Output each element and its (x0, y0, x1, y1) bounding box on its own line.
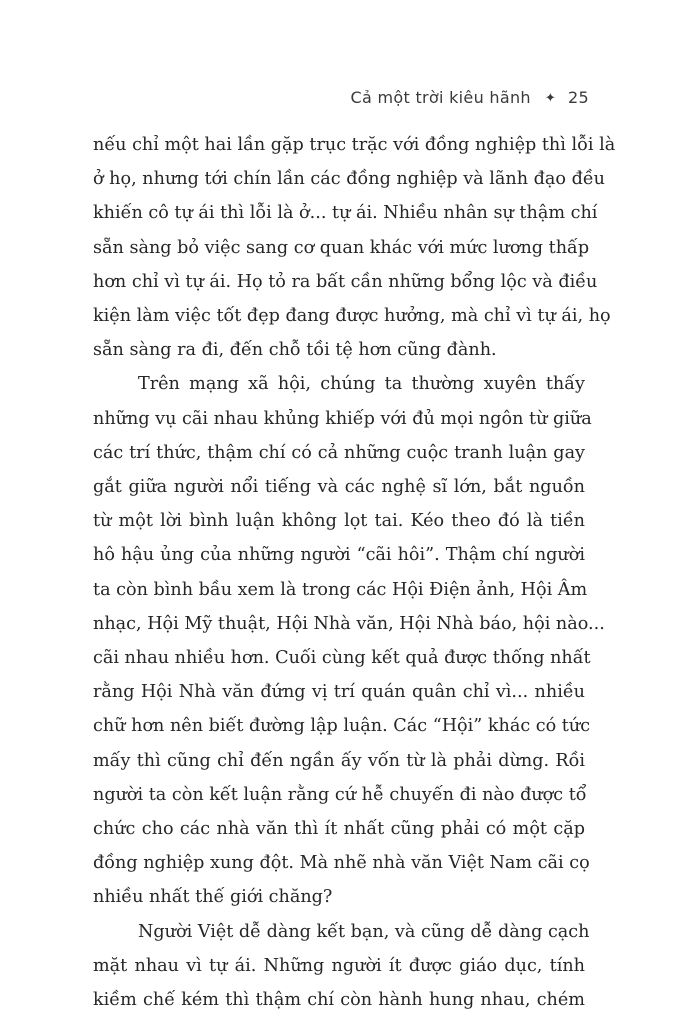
text-line: sẵn sàng ra đi, đến chỗ tồi tệ hơn cũng đành. (93, 340, 497, 361)
text-line: mặt nhau vì tự ái. Những người ít được giáo dục, tính (93, 955, 585, 976)
text-line: đồng nghiệp xung đột. Mà nhẽ nhà văn Việt Nam cãi cọ (93, 853, 590, 874)
text-line: sẵn sàng bỏ việc sang cơ quan khác với mức lương thấp (93, 237, 590, 258)
text-line: rằng Hội Nhà văn đứng vị trí quán quân chỉ vì... nhiều (93, 682, 585, 703)
ornament-separator-icon: ✦ (544, 91, 557, 106)
text-line: khiến cô tự ái thì lỗi là ở... tự ái. Nhiều nhân sự thậm chí (93, 203, 598, 224)
text-line: từ một lời bình luận không lọt tai. Kéo theo đó là tiền (93, 511, 585, 532)
text-line: người ta còn kết luận rằng cứ hễ chuyến đi nào được tổ (93, 784, 587, 805)
text-line: nhiều nhất thế giới chăng? (93, 887, 333, 908)
paragraph-2 (93, 367, 605, 914)
text-line: kiện làm việc tốt đẹp đang được hưởng, mà chỉ vì tự ái, họ (93, 306, 611, 327)
text-line: Người Việt dễ dàng kết bạn, và cũng dễ dàng cạch (138, 921, 590, 942)
text-line: những vụ cãi nhau khủng khiếp với đủ mọi ngôn từ giữa (93, 408, 592, 429)
text-line: ta còn bình bầu xem là trong các Hội Điện ảnh, Hội Âm (93, 579, 588, 600)
text-line: gắt giữa người nổi tiếng và các nghệ sĩ lớn, bắt nguồn (93, 477, 585, 498)
paragraph-3 (93, 915, 590, 1018)
body-text (93, 128, 616, 1017)
running-header (351, 88, 589, 107)
text-line: kiềm chế kém thì thậm chí còn hành hung nhau, chém (93, 990, 585, 1011)
paragraph-1 (93, 128, 616, 367)
text-line: ở họ, nhưng tới chín lần các đồng nghiệp và lãnh đạo đều (93, 169, 605, 190)
text-line: hơn chỉ vì tự ái. Họ tỏ ra bất cần những bổng lộc và điều (93, 271, 598, 292)
text-line: nếu chỉ một hai lần gặp trục trặc với đồng nghiệp thì lỗi là (93, 135, 616, 155)
text-line: nhạc, Hội Mỹ thuật, Hội Nhà văn, Hội Nhà báo, hội nào... (93, 613, 605, 634)
text-line: chức cho các nhà văn thì ít nhất cũng phải có một cặp (93, 819, 585, 840)
text-line: Trên mạng xã hội, chúng ta thường xuyên thấy (138, 374, 585, 395)
text-line: hô hậu ủng của những người “cãi hôi”. Thậm chí người (93, 545, 585, 566)
page-number: 25 (568, 88, 589, 107)
text-line: cãi nhau nhiều hơn. Cuối cùng kết quả được thống nhất (93, 648, 591, 669)
text-line: các trí thức, thậm chí có cả những cuộc tranh luận gay (93, 442, 585, 463)
text-line: chữ hơn nên biết đường lập luận. Các “Hội” khác có tức (93, 716, 591, 737)
book-title: Cả một trời kiêu hãnh (350, 88, 531, 107)
text-line: mấy thì cũng chỉ đến ngần ấy vốn từ là phải dừng. Rồi (93, 750, 585, 771)
